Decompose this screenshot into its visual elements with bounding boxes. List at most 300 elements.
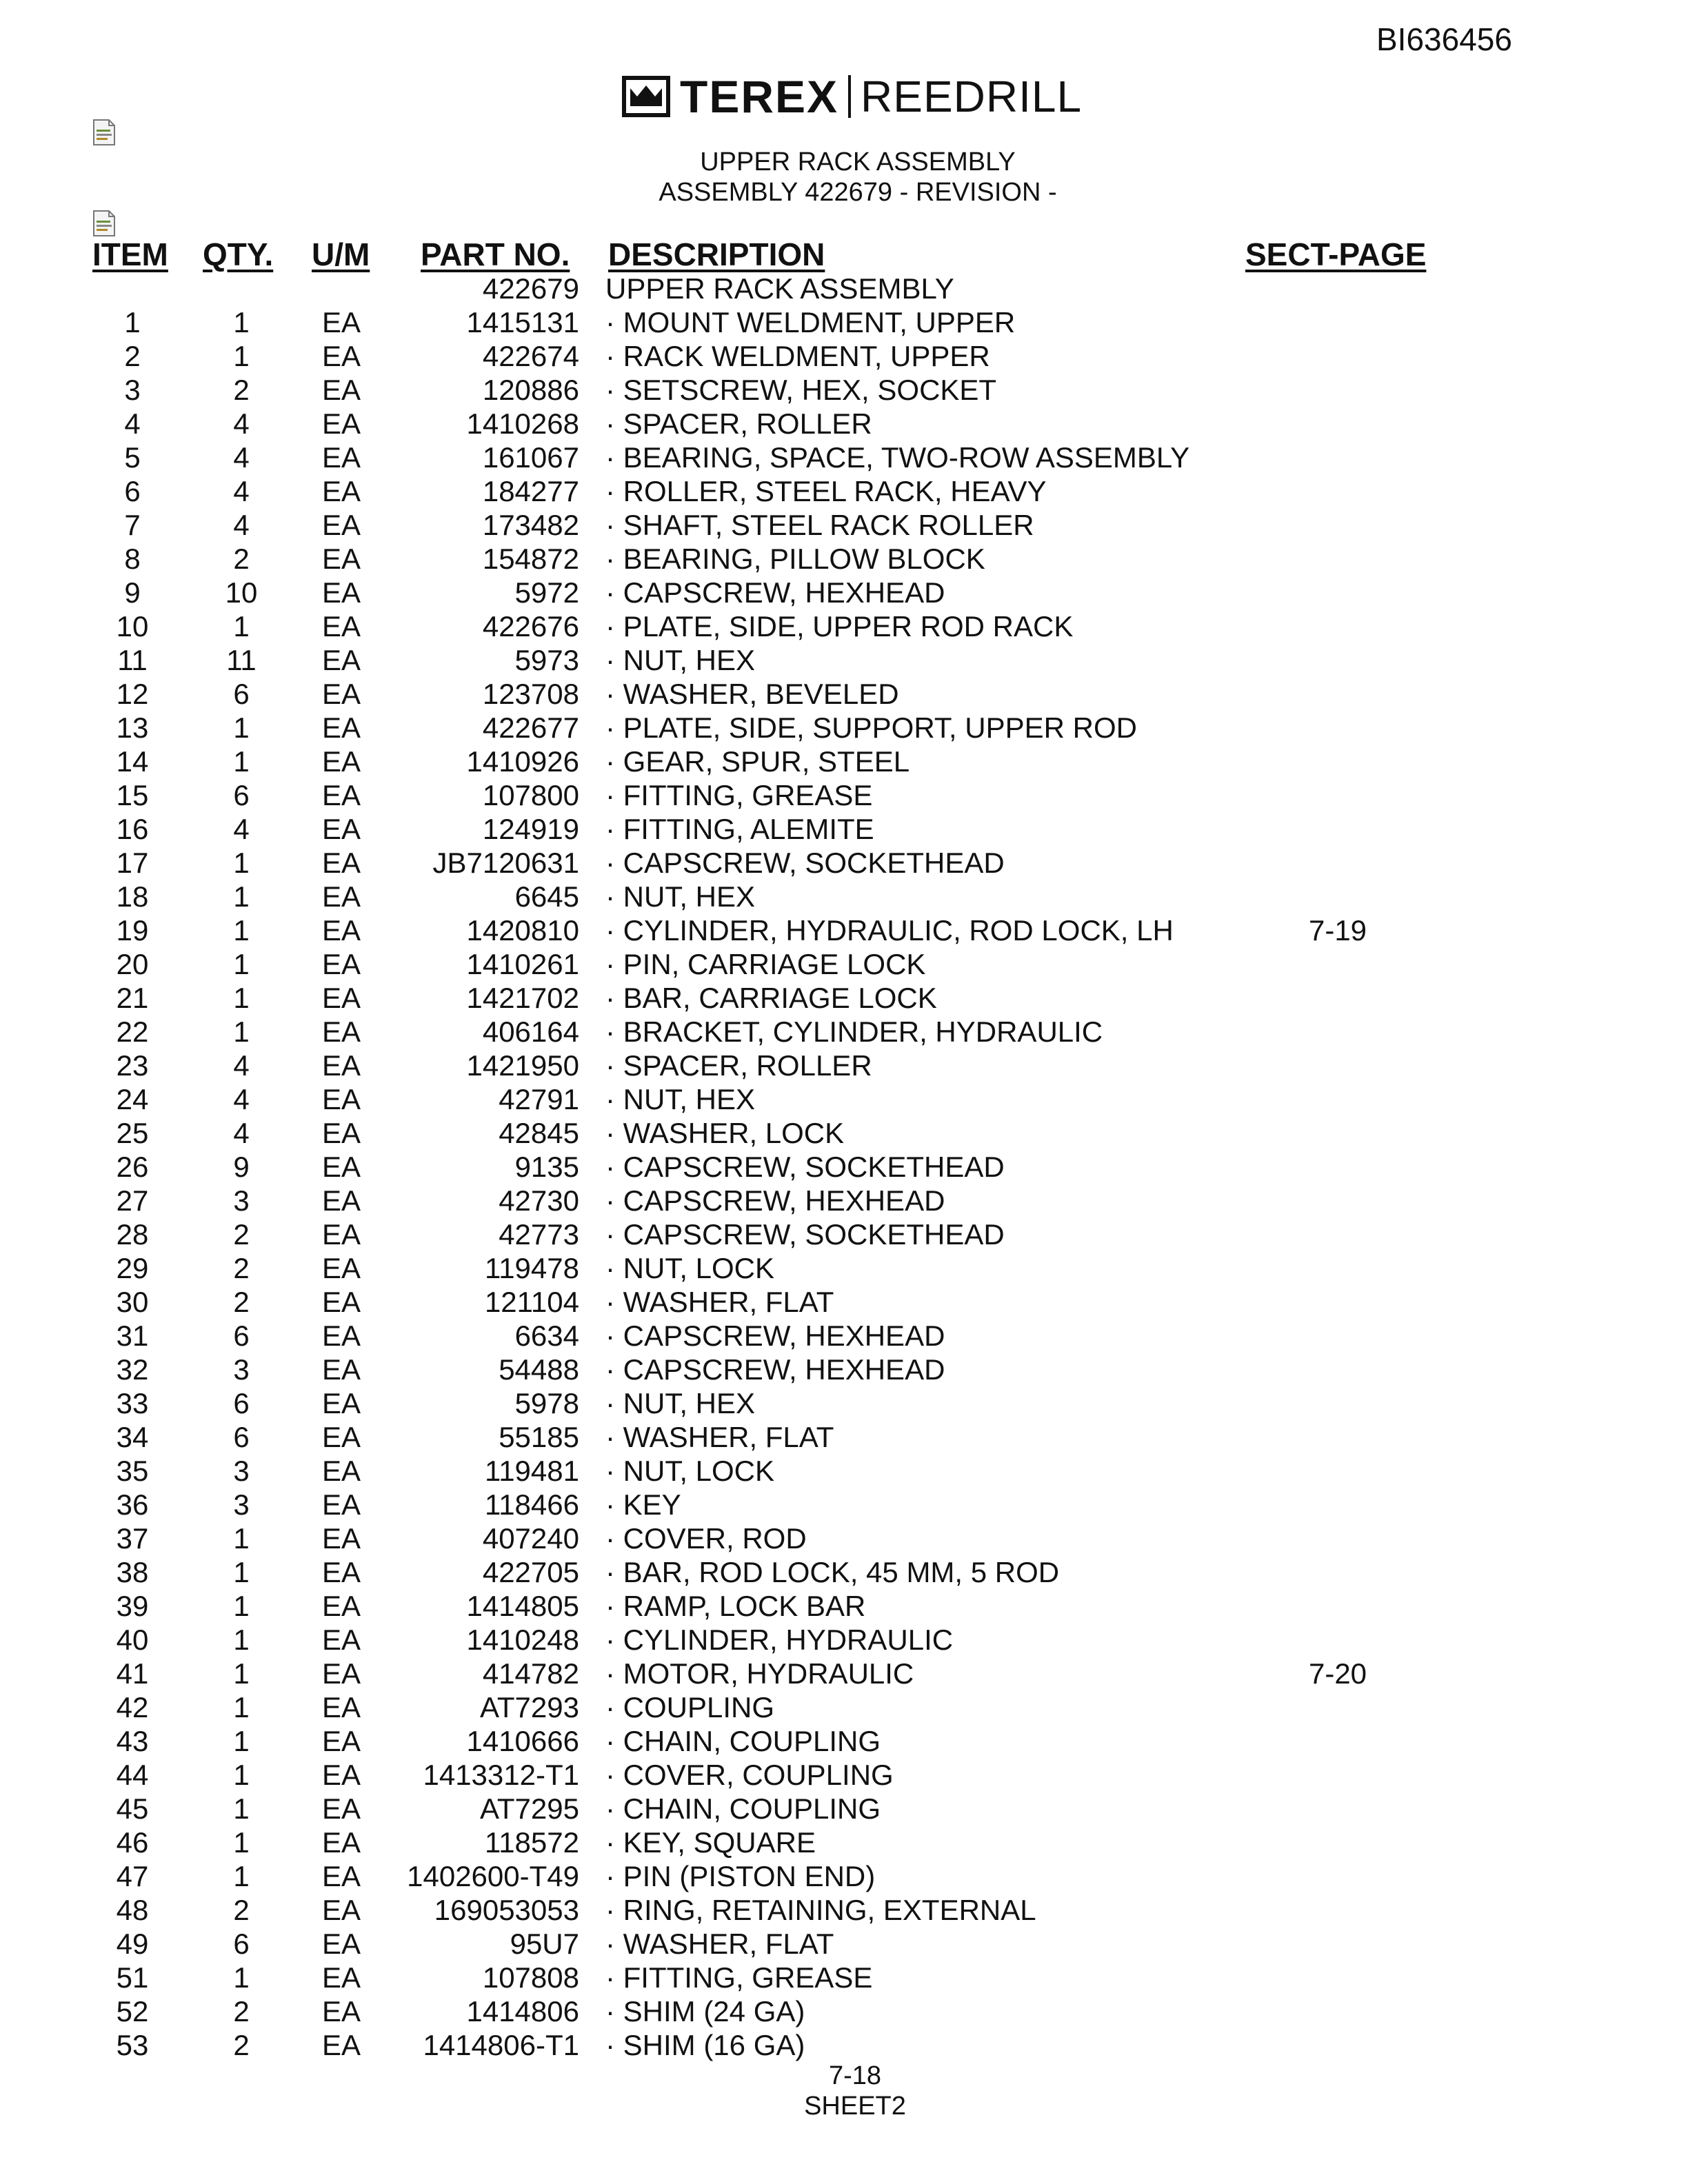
um-cell: EA xyxy=(321,509,361,541)
part-number-cell: 1414806 xyxy=(466,1995,579,2028)
um-cell: EA xyxy=(321,306,361,338)
um-cell: EA xyxy=(321,340,361,372)
qty-cell: 1 xyxy=(233,745,250,778)
um-cell: EA xyxy=(321,1556,361,1588)
description-cell: · NUT, HEX xyxy=(605,644,756,676)
um-cell: EA xyxy=(321,1624,361,1656)
part-number-cell: 6645 xyxy=(514,880,579,913)
item-cell: 26 xyxy=(116,1151,149,1183)
sect-page-cell: 7-19 xyxy=(1308,914,1367,947)
page-number: 7-18 xyxy=(828,2061,882,2090)
um-cell: EA xyxy=(321,813,361,845)
description-cell: · CAPSCREW, SOCKETHEAD xyxy=(605,847,1005,879)
qty-cell: 2 xyxy=(233,374,250,406)
table-row xyxy=(0,1589,1688,1623)
part-number-cell: 5978 xyxy=(514,1387,579,1419)
table-row xyxy=(0,609,1688,643)
table-row xyxy=(0,1792,1688,1826)
qty-cell: 1 xyxy=(233,711,250,744)
description-cell: · CAPSCREW, HEXHEAD xyxy=(605,1184,945,1217)
part-number-cell: 118466 xyxy=(484,1488,579,1521)
table-row xyxy=(0,1690,1688,1724)
description-cell: · PIN, CARRIAGE LOCK xyxy=(605,948,926,980)
part-number-cell: 42791 xyxy=(499,1083,579,1115)
description-cell: · COVER, COUPLING xyxy=(605,1759,894,1791)
table-row xyxy=(0,1116,1688,1150)
qty-cell: 1 xyxy=(233,1792,250,1825)
table-row xyxy=(0,711,1688,745)
part-number-cell: 154872 xyxy=(482,543,579,575)
table-row xyxy=(0,305,1688,339)
description-cell: · CHAIN, COUPLING xyxy=(605,1792,881,1825)
part-number-cell: 55185 xyxy=(499,1421,579,1453)
qty-cell: 4 xyxy=(233,813,250,845)
qty-cell: 2 xyxy=(233,1286,250,1318)
table-row xyxy=(0,1994,1688,2028)
part-number-cell: 1410926 xyxy=(466,745,579,778)
table-row xyxy=(0,1758,1688,1792)
description-cell: · BRACKET, CYLINDER, HYDRAULIC xyxy=(605,1015,1103,1048)
table-row xyxy=(0,1893,1688,1927)
part-number-cell: 1410268 xyxy=(466,407,579,440)
qty-cell: 6 xyxy=(233,1320,250,1352)
item-cell: 48 xyxy=(116,1894,149,1926)
column-header-qty: QTY. xyxy=(203,236,274,272)
qty-cell: 2 xyxy=(233,543,250,575)
description-cell: · NUT, HEX xyxy=(605,1083,756,1115)
part-number-cell: 173482 xyxy=(482,509,579,541)
part-number-cell: 118572 xyxy=(484,1826,579,1859)
um-cell: EA xyxy=(321,1387,361,1419)
description-cell: · NUT, HEX xyxy=(605,1387,756,1419)
table-row xyxy=(0,1049,1688,1082)
description-cell: · CAPSCREW, HEXHEAD xyxy=(605,1320,945,1352)
column-header-sect-page: SECT-PAGE xyxy=(1245,236,1427,272)
part-number-cell: 422677 xyxy=(482,711,579,744)
description-cell: · SHIM (24 GA) xyxy=(605,1995,805,2028)
item-cell: 35 xyxy=(116,1455,149,1487)
item-cell: 32 xyxy=(116,1353,149,1386)
part-number-cell: 407240 xyxy=(482,1522,579,1555)
item-cell: 43 xyxy=(116,1725,149,1757)
terex-crown-icon xyxy=(622,76,670,117)
table-row xyxy=(0,1251,1688,1285)
part-number-cell: 107800 xyxy=(482,779,579,811)
part-number-cell: 169053053 xyxy=(434,1894,579,1926)
um-cell: EA xyxy=(321,576,361,609)
part-number-cell: 1410261 xyxy=(466,948,579,980)
description-cell: · SPACER, ROLLER xyxy=(605,1049,872,1082)
um-cell: EA xyxy=(321,847,361,879)
item-cell: 2 xyxy=(124,340,141,372)
part-number-cell: AT7295 xyxy=(480,1792,579,1825)
item-cell: 44 xyxy=(116,1759,149,1791)
item-cell: 21 xyxy=(116,982,149,1014)
description-cell: · SHAFT, STEEL RACK ROLLER xyxy=(605,509,1034,541)
qty-cell: 6 xyxy=(233,1387,250,1419)
table-row xyxy=(0,981,1688,1015)
description-cell: · WASHER, FLAT xyxy=(605,1421,834,1453)
part-number-cell: 54488 xyxy=(499,1353,579,1386)
table-row xyxy=(0,778,1688,812)
item-cell: 41 xyxy=(116,1657,149,1690)
qty-cell: 4 xyxy=(233,407,250,440)
qty-cell: 4 xyxy=(233,1083,250,1115)
brand-name: TEREX xyxy=(680,71,839,122)
description-cell: · NUT, LOCK xyxy=(605,1252,775,1284)
qty-cell: 1 xyxy=(233,1556,250,1588)
um-cell: EA xyxy=(321,441,361,474)
um-cell: EA xyxy=(321,1995,361,2028)
item-cell: 34 xyxy=(116,1421,149,1453)
qty-cell: 1 xyxy=(233,1624,250,1656)
parts-list xyxy=(0,272,1688,2062)
item-cell: 8 xyxy=(124,543,141,575)
qty-cell: 1 xyxy=(233,1522,250,1555)
item-cell: 40 xyxy=(116,1624,149,1656)
qty-cell: 3 xyxy=(233,1353,250,1386)
part-number-cell: 422679 xyxy=(482,272,579,305)
item-cell: 18 xyxy=(116,880,149,913)
table-row xyxy=(0,1319,1688,1353)
um-cell: EA xyxy=(321,1455,361,1487)
item-cell: 45 xyxy=(116,1792,149,1825)
item-cell: 19 xyxy=(116,914,149,947)
part-number-cell: 42730 xyxy=(499,1184,579,1217)
brand-divider xyxy=(848,75,851,118)
description-cell: · SHIM (16 GA) xyxy=(605,2029,805,2061)
part-number-cell: 121104 xyxy=(484,1286,579,1318)
description-cell: · KEY xyxy=(605,1488,681,1521)
part-number-cell: 119478 xyxy=(484,1252,579,1284)
um-cell: EA xyxy=(321,1657,361,1690)
part-number-cell: 1421950 xyxy=(466,1049,579,1082)
part-number-cell: 1415131 xyxy=(466,306,579,338)
description-cell: · FITTING, GREASE xyxy=(605,1961,873,1994)
part-number-cell: 107808 xyxy=(482,1961,579,1994)
part-number-cell: 1410666 xyxy=(466,1725,579,1757)
description-cell: · BAR, ROD LOCK, 45 MM, 5 ROD xyxy=(605,1556,1060,1588)
qty-cell: 1 xyxy=(233,914,250,947)
qty-cell: 1 xyxy=(233,1826,250,1859)
qty-cell: 1 xyxy=(233,1590,250,1622)
table-row xyxy=(0,1724,1688,1758)
um-cell: EA xyxy=(321,1015,361,1048)
part-number-cell: AT7293 xyxy=(480,1691,579,1723)
description-cell: · NUT, LOCK xyxy=(605,1455,775,1487)
table-row xyxy=(0,1961,1688,1994)
column-header-um: U/M xyxy=(312,236,370,272)
table-row xyxy=(0,1285,1688,1319)
qty-cell: 6 xyxy=(233,678,250,710)
table-row xyxy=(0,272,1688,305)
document-icon[interactable] xyxy=(92,210,116,237)
description-cell: UPPER RACK ASSEMBLY xyxy=(605,272,954,305)
item-cell: 24 xyxy=(116,1083,149,1115)
um-cell: EA xyxy=(321,475,361,507)
part-number-cell: JB7120631 xyxy=(432,847,579,879)
qty-cell: 2 xyxy=(233,1894,250,1926)
part-number-cell: 1421702 xyxy=(466,982,579,1014)
table-row xyxy=(0,1184,1688,1217)
description-cell: · CAPSCREW, HEXHEAD xyxy=(605,576,945,609)
description-cell: · PLATE, SIDE, UPPER ROD RACK xyxy=(605,610,1074,643)
table-row xyxy=(0,1454,1688,1488)
table-row xyxy=(0,339,1688,373)
part-number-cell: 1410248 xyxy=(466,1624,579,1656)
qty-cell: 2 xyxy=(233,1218,250,1251)
description-cell: · RACK WELDMENT, UPPER xyxy=(605,340,990,372)
item-cell: 30 xyxy=(116,1286,149,1318)
um-cell: EA xyxy=(321,1826,361,1859)
item-cell: 11 xyxy=(117,644,148,676)
table-row xyxy=(0,373,1688,407)
qty-cell: 11 xyxy=(226,644,257,676)
part-number-cell: 5973 xyxy=(514,644,579,676)
table-row xyxy=(0,508,1688,542)
item-cell: 10 xyxy=(116,610,149,643)
item-cell: 33 xyxy=(116,1387,149,1419)
part-number-cell: 1402600-T49 xyxy=(407,1860,579,1892)
um-cell: EA xyxy=(321,1691,361,1723)
part-number-cell: 422676 xyxy=(482,610,579,643)
part-number-cell: 95U7 xyxy=(510,1928,579,1960)
description-cell: · RAMP, LOCK BAR xyxy=(605,1590,866,1622)
qty-cell: 1 xyxy=(233,1725,250,1757)
description-cell: · FITTING, GREASE xyxy=(605,779,873,811)
table-row xyxy=(0,474,1688,508)
qty-cell: 3 xyxy=(233,1184,250,1217)
qty-cell: 1 xyxy=(233,1657,250,1690)
description-cell: · SPACER, ROLLER xyxy=(605,407,872,440)
description-cell: · NUT, HEX xyxy=(605,880,756,913)
description-cell: · CAPSCREW, SOCKETHEAD xyxy=(605,1218,1005,1251)
description-cell: · CAPSCREW, SOCKETHEAD xyxy=(605,1151,1005,1183)
item-cell: 53 xyxy=(116,2029,149,2061)
um-cell: EA xyxy=(321,1320,361,1352)
qty-cell: 9 xyxy=(233,1151,250,1183)
item-cell: 37 xyxy=(116,1522,149,1555)
um-cell: EA xyxy=(321,2029,361,2061)
part-number-cell: 42773 xyxy=(499,1218,579,1251)
item-cell: 49 xyxy=(116,1928,149,1960)
um-cell: EA xyxy=(321,1759,361,1791)
description-cell: · CAPSCREW, HEXHEAD xyxy=(605,1353,945,1386)
um-cell: EA xyxy=(321,1117,361,1149)
um-cell: EA xyxy=(321,1792,361,1825)
description-cell: · BAR, CARRIAGE LOCK xyxy=(605,982,937,1014)
item-cell: 22 xyxy=(116,1015,149,1048)
um-cell: EA xyxy=(321,1961,361,1994)
part-number-cell: 422674 xyxy=(482,340,579,372)
item-cell: 47 xyxy=(116,1860,149,1892)
table-row xyxy=(0,1521,1688,1555)
qty-cell: 4 xyxy=(233,475,250,507)
qty-cell: 1 xyxy=(233,1691,250,1723)
part-number-cell: 1414805 xyxy=(466,1590,579,1622)
table-row xyxy=(0,1015,1688,1049)
item-cell: 38 xyxy=(116,1556,149,1588)
item-cell: 16 xyxy=(116,813,149,845)
description-cell: · COVER, ROD xyxy=(605,1522,807,1555)
part-number-cell: 184277 xyxy=(482,475,579,507)
part-number-cell: 1413312-T1 xyxy=(423,1759,579,1791)
part-number-cell: 123708 xyxy=(482,678,579,710)
table-row xyxy=(0,913,1688,947)
description-cell: · RING, RETAINING, EXTERNAL xyxy=(605,1894,1036,1926)
table-row xyxy=(0,643,1688,677)
column-header-item: ITEM xyxy=(92,236,168,272)
um-cell: EA xyxy=(321,1184,361,1217)
qty-cell: 2 xyxy=(233,1252,250,1284)
document-id: BI636456 xyxy=(1376,21,1512,57)
table-row xyxy=(0,1657,1688,1690)
item-cell: 25 xyxy=(116,1117,149,1149)
item-cell: 51 xyxy=(116,1961,149,1994)
qty-cell: 1 xyxy=(233,1860,250,1892)
qty-cell: 1 xyxy=(233,948,250,980)
qty-cell: 2 xyxy=(233,1995,250,2028)
item-cell: 3 xyxy=(124,374,141,406)
um-cell: EA xyxy=(321,1928,361,1960)
part-number-cell: 414782 xyxy=(482,1657,579,1690)
description-cell: · BEARING, SPACE, TWO-ROW ASSEMBLY xyxy=(605,441,1190,474)
qty-cell: 10 xyxy=(225,576,258,609)
item-cell: 52 xyxy=(116,1995,149,2028)
part-number-cell: 5972 xyxy=(514,576,579,609)
table-row xyxy=(0,846,1688,880)
um-cell: EA xyxy=(321,982,361,1014)
description-cell: · WASHER, FLAT xyxy=(605,1286,834,1318)
table-row xyxy=(0,1150,1688,1184)
description-cell: · CYLINDER, HYDRAULIC, ROD LOCK, LH xyxy=(605,914,1174,947)
item-cell: 14 xyxy=(116,745,149,778)
qty-cell: 1 xyxy=(233,847,250,879)
description-cell: · PLATE, SIDE, SUPPORT, UPPER ROD xyxy=(605,711,1137,744)
qty-cell: 6 xyxy=(233,1421,250,1453)
description-cell: · SETSCREW, HEX, SOCKET xyxy=(605,374,997,406)
um-cell: EA xyxy=(321,1522,361,1555)
table-row xyxy=(0,1859,1688,1893)
item-cell: 4 xyxy=(124,407,141,440)
um-cell: EA xyxy=(321,1894,361,1926)
um-cell: EA xyxy=(321,678,361,710)
description-cell: · KEY, SQUARE xyxy=(605,1826,816,1859)
qty-cell: 2 xyxy=(233,2029,250,2061)
item-cell: 29 xyxy=(116,1252,149,1284)
column-header-description: DESCRIPTION xyxy=(608,236,825,272)
description-cell: · FITTING, ALEMITE xyxy=(605,813,874,845)
qty-cell: 4 xyxy=(233,509,250,541)
item-cell: 1 xyxy=(124,306,141,338)
item-cell: 23 xyxy=(116,1049,149,1082)
um-cell: EA xyxy=(321,711,361,744)
qty-cell: 6 xyxy=(233,1928,250,1960)
part-number-cell: 406164 xyxy=(482,1015,579,1048)
qty-cell: 4 xyxy=(233,1049,250,1082)
description-cell: · MOTOR, HYDRAULIC xyxy=(605,1657,914,1690)
table-row xyxy=(0,1217,1688,1251)
item-cell: 28 xyxy=(116,1218,149,1251)
brand-logo xyxy=(622,72,1082,121)
assembly-title: UPPER RACK ASSEMBLY xyxy=(700,148,1016,176)
table-row xyxy=(0,1386,1688,1420)
um-cell: EA xyxy=(321,1252,361,1284)
qty-cell: 1 xyxy=(233,610,250,643)
part-number-cell: 9135 xyxy=(514,1151,579,1183)
part-number-cell: 422705 xyxy=(482,1556,579,1588)
column-header-part-no: PART NO. xyxy=(421,236,570,272)
qty-cell: 1 xyxy=(233,340,250,372)
um-cell: EA xyxy=(321,1590,361,1622)
table-row xyxy=(0,542,1688,576)
item-cell: 36 xyxy=(116,1488,149,1521)
description-cell: · COUPLING xyxy=(605,1691,775,1723)
qty-cell: 3 xyxy=(233,1488,250,1521)
item-cell: 13 xyxy=(116,711,149,744)
assembly-revision: ASSEMBLY 422679 - REVISION - xyxy=(659,178,1057,207)
qty-cell: 4 xyxy=(233,441,250,474)
table-row xyxy=(0,1488,1688,1521)
um-cell: EA xyxy=(321,948,361,980)
item-cell: 7 xyxy=(124,509,141,541)
table-row xyxy=(0,407,1688,441)
description-cell: · BEARING, PILLOW BLOCK xyxy=(605,543,985,575)
part-number-cell: 1420810 xyxy=(466,914,579,947)
table-row xyxy=(0,576,1688,609)
um-cell: EA xyxy=(321,1049,361,1082)
table-row xyxy=(0,812,1688,846)
um-cell: EA xyxy=(321,1218,361,1251)
item-cell: 42 xyxy=(116,1691,149,1723)
qty-cell: 1 xyxy=(233,306,250,338)
um-cell: EA xyxy=(321,779,361,811)
table-row xyxy=(0,2028,1688,2062)
part-number-cell: 6634 xyxy=(514,1320,579,1352)
part-number-cell: 119481 xyxy=(484,1455,579,1487)
qty-cell: 1 xyxy=(233,982,250,1014)
um-cell: EA xyxy=(321,1421,361,1453)
part-number-cell: 1414806-T1 xyxy=(423,2029,579,2061)
table-row xyxy=(0,1555,1688,1589)
um-cell: EA xyxy=(321,1083,361,1115)
item-cell: 31 xyxy=(116,1320,149,1352)
qty-cell: 4 xyxy=(233,1117,250,1149)
qty-cell: 6 xyxy=(233,779,250,811)
item-cell: 12 xyxy=(116,678,149,710)
table-row xyxy=(0,1826,1688,1859)
um-cell: EA xyxy=(321,1353,361,1386)
part-number-cell: 124919 xyxy=(482,813,579,845)
qty-cell: 3 xyxy=(233,1455,250,1487)
um-cell: EA xyxy=(321,745,361,778)
item-cell: 17 xyxy=(116,847,149,879)
description-cell: · ROLLER, STEEL RACK, HEAVY xyxy=(605,475,1047,507)
table-row xyxy=(0,1623,1688,1657)
document-icon[interactable] xyxy=(92,119,116,146)
item-cell: 5 xyxy=(124,441,141,474)
part-number-cell: 120886 xyxy=(482,374,579,406)
table-row xyxy=(0,677,1688,711)
table-row xyxy=(0,1420,1688,1454)
um-cell: EA xyxy=(321,1151,361,1183)
part-number-cell: 161067 xyxy=(482,441,579,474)
um-cell: EA xyxy=(321,914,361,947)
um-cell: EA xyxy=(321,1860,361,1892)
um-cell: EA xyxy=(321,1286,361,1318)
um-cell: EA xyxy=(321,644,361,676)
description-cell: · GEAR, SPUR, STEEL xyxy=(605,745,910,778)
